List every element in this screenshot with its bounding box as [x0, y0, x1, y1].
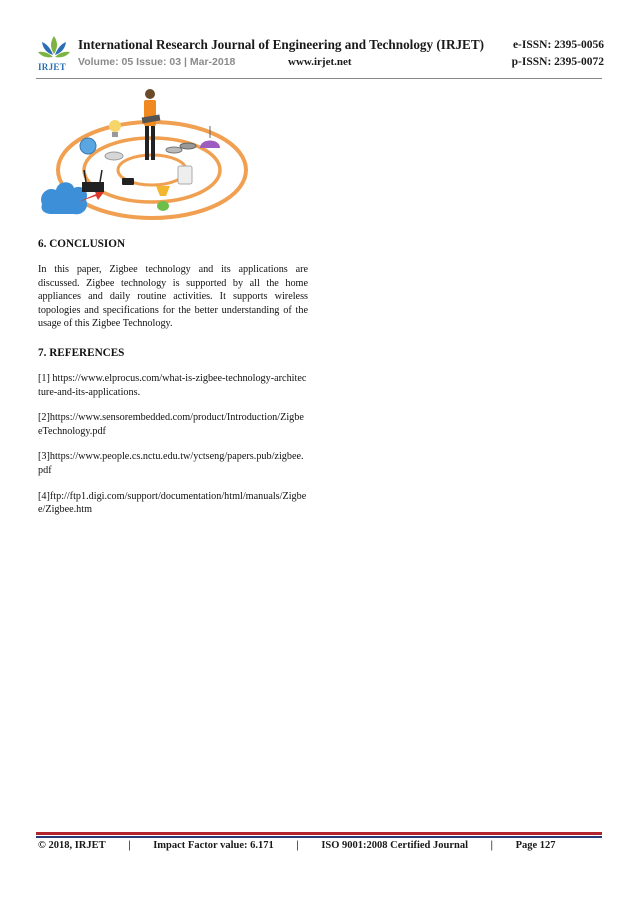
references-heading: 7. REFERENCES: [38, 346, 125, 359]
reference-item[interactable]: [1] https://www.elprocus.com/what-is-zigbee-technology-architecture-and-its-applications.: [38, 372, 307, 398]
zigbee-home-network-figure: [38, 86, 250, 226]
page-footer: [38, 840, 556, 851]
footer-separator: |: [128, 840, 131, 851]
journal-website-link[interactable]: www.irjet.net: [288, 56, 352, 68]
footer-separator: |: [490, 840, 493, 851]
header-divider: [36, 78, 602, 79]
footer-impact-factor: Impact Factor value: 6.171: [153, 840, 274, 851]
reference-item[interactable]: [3]https://www.people.cs.nctu.edu.tw/yctseng/papers.pub/zigbee.pdf: [38, 451, 304, 476]
e-issn: e-ISSN: 2395-0056: [512, 39, 604, 51]
footer-page-number: Page 127: [515, 840, 556, 851]
conclusion-heading: 6. CONCLUSION: [38, 238, 126, 250]
main-content: [38, 238, 308, 529]
footer-divider-blue: [36, 836, 602, 838]
journal-title: International Research Journal of Engineering and Technology (IRJET): [78, 37, 485, 52]
logo-text: IRJET: [38, 62, 67, 72]
volume-issue: Volume: 05 Issue: 03 | Mar-2018: [78, 56, 236, 68]
p-issn: p-ISSN: 2395-0072: [511, 56, 604, 68]
footer-divider-red: [36, 832, 602, 835]
reference-item[interactable]: [4]ftp://ftp1.digi.com/support/documentation/html/manuals/Zigbee/Zigbee.htm: [38, 490, 307, 516]
footer-copyright: © 2018, IRJET: [38, 840, 106, 851]
page-header: [36, 34, 604, 78]
footer-separator: |: [296, 840, 299, 851]
reference-item[interactable]: [2]https://www.sensorembedded.com/product/Introduction/ZigbeeTechnology.pdf: [38, 412, 304, 437]
footer-iso: ISO 9001:2008 Certified Journal: [321, 840, 469, 851]
conclusion-paragraph: In this paper, Zigbee technology and its applications are discussed. Zigbee technology is supported by all the home appliances and daily routine activities. It supports wireless topologies and specifications for the better understanding of the usage of this Zigbee Technology.: [38, 264, 308, 330]
